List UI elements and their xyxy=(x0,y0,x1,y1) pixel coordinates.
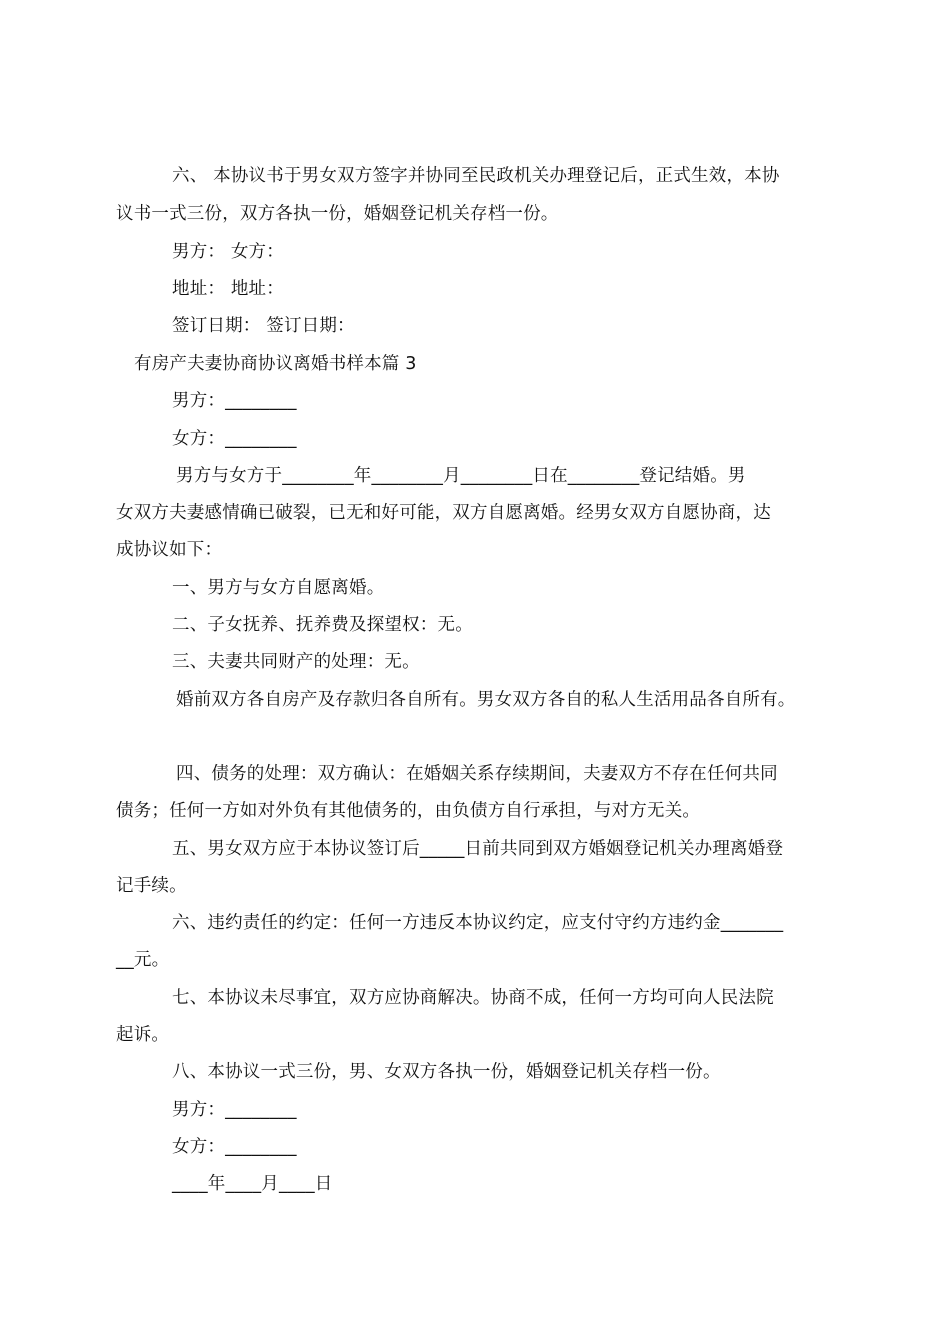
section6-line2: 议书一式三份，双方各执一份，婚姻登记机关存档一份。 xyxy=(116,204,559,224)
intro-line3: 成协议如下： xyxy=(116,540,223,560)
clause-4-line2: 债务；任何一方如对外负有其他债务的，由负债方自行承担，与对方无关。 xyxy=(116,801,701,821)
clause-6-line2: __元。 xyxy=(116,950,170,970)
signature-address: 地址： 地址： xyxy=(172,279,284,299)
clause-6-line1: 六、违约责任的约定：任何一方违反本协议约定，应支付守约方违约金_______ xyxy=(172,913,784,933)
clause-4-line1: 四、债务的处理：双方确认：在婚姻关系存续期间，夫妻双方不存在任何共同 xyxy=(176,764,778,784)
clause-8: 八、本协议一式三份，男、女双方各执一份，婚姻登记机关存档一份。 xyxy=(172,1062,721,1082)
document-title: 有房产夫妻协商协议离婚书样本篇 3 xyxy=(134,354,417,374)
female-party: 女方：________ xyxy=(172,429,297,449)
end-date: ____年____月____日 xyxy=(172,1174,333,1194)
section6-line1: 六、 本协议书于男女双方签字并协同至民政机关办理登记后，正式生效，本协 xyxy=(172,166,780,186)
clause-5-line1: 五、男女双方应于本协议签订后_____日前共同到双方婚姻登记机关办理离婚登 xyxy=(172,839,784,859)
intro-line2: 女双方夫妻感情确已破裂，已无和好可能，双方自愿离婚。经男女双方自愿协商，达 xyxy=(116,503,771,523)
signature-parties: 男方： 女方： xyxy=(172,242,284,262)
clause-3-detail: 婚前双方各自房产及存款归各自所有。男女双方各自的私人生活用品各自所有。 xyxy=(176,690,796,710)
intro-line1: 男方与女方于________年________月________日在________登记结婚。男 xyxy=(176,466,746,486)
male-party: 男方：________ xyxy=(172,391,297,411)
clause-3: 三、夫妻共同财产的处理：无。 xyxy=(172,652,420,672)
end-female-party: 女方：________ xyxy=(172,1137,297,1157)
clause-1: 一、男方与女方自愿离婚。 xyxy=(172,578,385,598)
clause-7-line2: 起诉。 xyxy=(116,1025,170,1045)
end-male-party: 男方：________ xyxy=(172,1100,297,1120)
clause-2: 二、子女抚养、抚养费及探望权：无。 xyxy=(172,615,473,635)
signature-date: 签订日期： 签订日期： xyxy=(172,316,355,336)
clause-5-line2: 记手续。 xyxy=(116,876,187,896)
clause-7-line1: 七、本协议未尽事宜，双方应协商解决。协商不成，任何一方均可向人民法院 xyxy=(172,988,774,1008)
